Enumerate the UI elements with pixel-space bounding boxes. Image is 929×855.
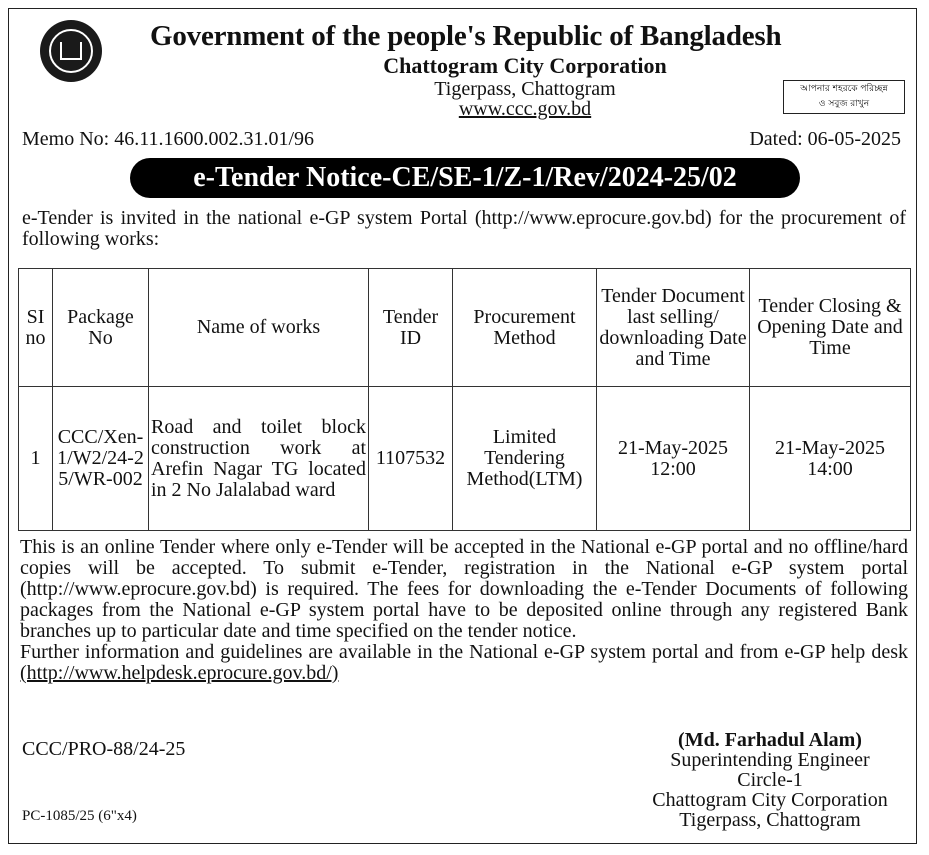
header-package-no: Package No [53, 269, 149, 387]
tender-table [18, 268, 911, 531]
signature-block [600, 730, 929, 830]
slogan-line-1: আপনার শহরকে পরিচ্ছন্ন [800, 84, 888, 94]
cell-closing-date-time [750, 387, 911, 531]
signatory-title: Superintending Engineer [670, 749, 870, 771]
pc-number: PC-1085/25 (6"x4) [22, 808, 137, 824]
organization-address: Tigerpass, Chattogram [434, 78, 616, 100]
intro-paragraph: e-Tender is invited in the national e-GP system Portal (http://www.eprocure.gov.bd) for the procurement of following works: [22, 207, 906, 250]
instructions-paragraph-2 [20, 642, 908, 684]
cell-procurement-method: Limited Tendering Method(LTM) [453, 387, 597, 531]
signatory-address: Tigerpass, Chattogram [679, 809, 861, 831]
last-selling-time: 12:00 [650, 457, 696, 480]
memo-date: Dated: 06-05-2025 [749, 128, 901, 150]
cell-name-of-works: Road and toilet block construction work at Arefin Nagar TG located in 2 No Jalalabad ward [149, 387, 369, 531]
header-closing-opening-date: Tender Closing & Opening Date and Time [750, 269, 911, 387]
slogan-line-2: ও সবুজ রাখুন [818, 99, 870, 109]
instructions-paragraph-1: This is an online Tender where only e-Tender will be accepted in the National e-GP portal and no offline/hard copies will be accepted. To submit e-Tender, registration in the National e-GP system portal (http://www.eprocure.gov.bd) is required. The fees for downloading the e-Tender Documents of following packages from the National e-GP system portal have to be deposited online through any registered Bank branches up to particular date and time specified on the tender notice. [20, 536, 908, 642]
slogan-box [783, 80, 905, 114]
website-link[interactable]: www.ccc.gov.bd [458, 98, 592, 120]
closing-time: 14:00 [807, 457, 853, 480]
notice-title-banner: e-Tender Notice-CE/SE-1/Z-1/Rev/2024-25/02 [130, 158, 800, 198]
organization-name: Chattogram City Corporation [383, 53, 667, 78]
instructions-text [20, 537, 908, 684]
cell-si-no: 1 [19, 387, 53, 531]
header-last-selling-date: Tender Document last selling/ downloading Date and Time [597, 269, 750, 387]
table-header-row [19, 269, 911, 387]
signatory-circle: Circle-1 [737, 769, 803, 791]
help-desk-link[interactable]: (http://www.helpdesk.eprocure.gov.bd/) [20, 662, 339, 684]
cell-tender-id: 1107532 [369, 387, 453, 531]
pro-number: CCC/PRO-88/24-25 [22, 738, 186, 760]
memo-number: Memo No: 46.11.1600.002.31.01/96 [22, 128, 315, 150]
last-selling-date: 21-May-2025 [618, 436, 728, 459]
government-title: Government of the people's Republic of Bangladesh [150, 20, 782, 52]
closing-date: 21-May-2025 [775, 436, 885, 459]
header-name-of-works: Name of works [149, 269, 369, 387]
header-tender-id: Tender ID [369, 269, 453, 387]
table-row [19, 387, 911, 531]
header-procurement-method: Procurement Method [453, 269, 597, 387]
signatory-organization: Chattogram City Corporation [652, 789, 888, 811]
signatory-name: (Md. Farhadul Alam) [678, 729, 862, 751]
header-si-no: SI no [19, 269, 53, 387]
help-desk-text: Further information and guidelines are available in the National e-GP system portal and from e-GP help desk [20, 641, 908, 663]
cell-package-no: CCC/Xen-1/W2/24-25/WR-002 [53, 387, 149, 531]
cell-last-selling-date-time [597, 387, 750, 531]
